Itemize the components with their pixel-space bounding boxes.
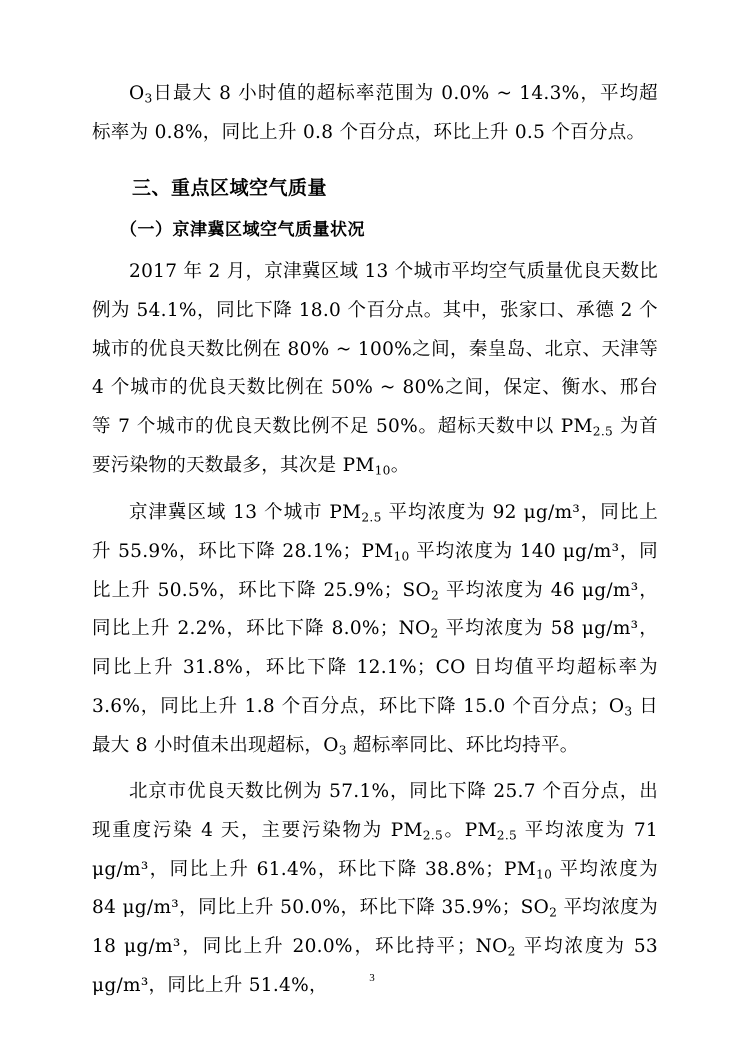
paragraph-text: 平均浓度为 46 μg/m³，同比上升 2.2%，环比下降 8.0%；NO [92,579,659,640]
subscript-text: 10 [393,549,410,564]
subscript-text: 2.5 [592,424,614,439]
paragraph-jjj-concentrations [92,494,658,766]
subscript-text: 3 [144,91,153,106]
paragraph-o3-exceedance [92,75,658,153]
subscript-text: 10 [536,867,553,882]
subscript-text: 2 [549,906,558,921]
paragraph-text: 为首要污染物的天数最多，其次是 PM [92,416,658,476]
paragraph-text: 北京市优良天数比例为 57.1%，同比下降 25.7 个百分点，出现重度污染 4 天，主要污染物为 PM [92,781,658,841]
paragraph-text: 。PM [443,819,497,841]
paragraph-text: 超标率同比、环比均持平。 [346,734,579,756]
paragraph-text: 平均浓度为 18 μg/m³，同比上升 20.0%，环比持平；NO [92,897,658,958]
paragraph-text: 平均浓度为 53 μg/m³，同比上升 51.4%， [92,936,658,996]
paragraph-beijing [92,773,658,1006]
subscript-text: 2 [507,944,516,959]
subscript-text: 10 [374,463,391,478]
paragraph-text: 平均浓度为 92 μg/m³，同比上升 55.9%，环比下降 28.1%；PM [92,502,658,562]
subscript-text: 2.5 [422,828,444,843]
section-heading: 三、重点区域空气质量 [132,177,328,199]
paragraph-text: 。 [390,454,410,476]
paragraph-text: O [129,83,145,104]
paragraph-text: 平均浓度为 58 μg/m³，同比上升 31.8%，环比下降 12.1%；CO 日均值平均超标率为 3.6%，同比上升 1.8 个百分点，环比下降 15.0 个百分点；O [92,618,659,717]
subscript-text: 2.5 [361,510,382,525]
subscript-text: 2 [430,627,439,642]
paragraph-text: 京津冀区域 13 个城市 PM [129,502,362,523]
paragraph-jjj-good-days [92,253,658,486]
page-number: 3 [369,972,375,984]
subscript-text: 3 [624,704,633,719]
paragraph-text: 平均浓度为 84 μg/m³，同比上升 50.0%，环比下降 35.9%；SO [92,858,659,919]
paragraph-text: 2017 年 2 月，京津冀区域 13 个城市平均空气质量优良天数比例为 54.1%，同比下降 18.0 个百分点。其中，张家口、承德 2 个城市的优良天数比例在 80% ~ 100%之间，秦皇岛、北京、天津等 4 个城市的优良天数比例在 50% ~ 80%之间，保定、衡水、邢台等 7 个城市的优良天数比例不足 50%。超标天数中以 PM [92,261,658,438]
subsection-heading: （一）京津冀区域空气质量状况 [120,220,365,240]
subscript-text: 2.5 [496,828,518,843]
subscript-text: 3 [338,743,347,758]
paragraph-text: 平均浓度为 71 μg/m³，同比上升 61.4%，环比下降 38.8%；PM [92,819,658,880]
paragraph-text: 日最大 8 小时值未出现超标，O [92,695,658,756]
paragraph-text: 平均浓度为 140 μg/m³，同比上升 50.5%，环比下降 25.9%；SO [92,540,658,601]
subscript-text: 2 [430,588,440,603]
paragraph-text: 日最大 8 小时值的超标率范围为 0.0% ~ 14.3%，平均超标率为 0.8%，同比上升 0.8 个百分点，环比上升 0.5 个百分点。 [92,83,658,143]
